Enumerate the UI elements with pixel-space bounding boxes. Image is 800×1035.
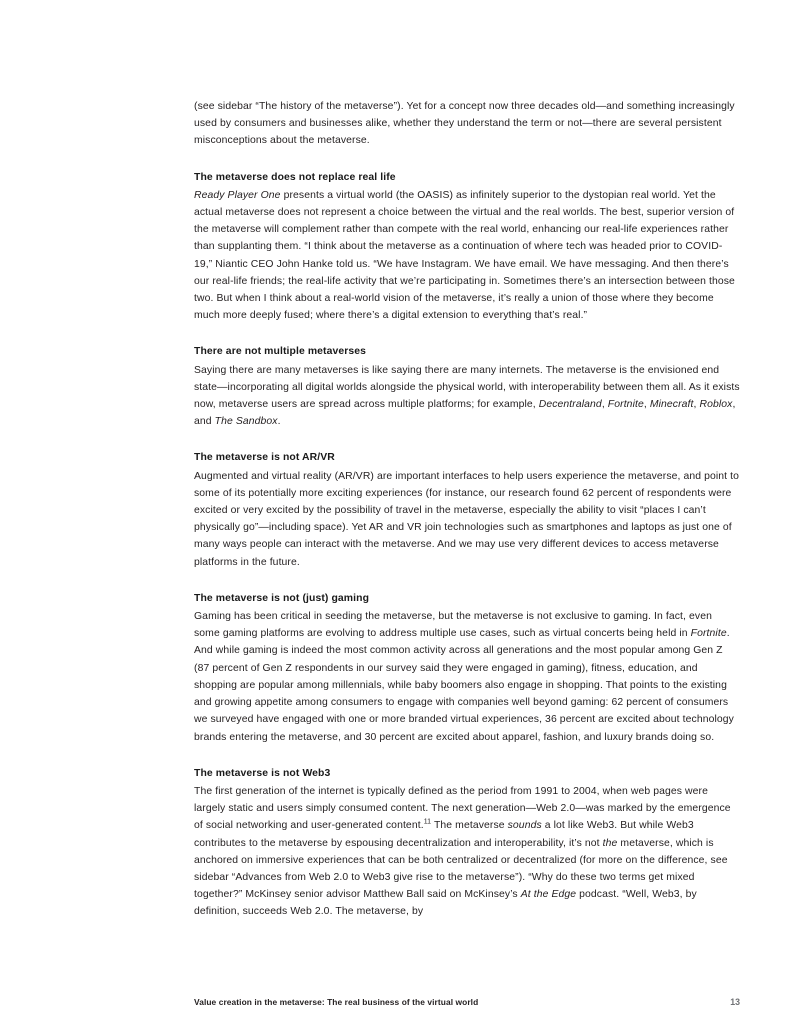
italic-emphasis-sounds: sounds [507,820,542,832]
text-separator: , [601,399,608,411]
paragraph-text-run: presents a virtual world (the OASIS) as infinitely superior to the dystopian real world. Yet the actual metaverse does not represent a choice between the virtual and the real worlds. The best, superior version of the metaverse will complement rather than compete with the real world, enhancing our real-life experiences rather than supplanting them. “I think about the metaverse as a continuation of where tech was headed prior to COVID-19,” Niantic CEO John Hanke told us. “We have Instagram. We have email. We have messaging. And then there’s our real-life friends; the real-life activity that we’re participating in. Sometimes there’s an intersection between those two. But when I think about a real-world vision of the metaverse, it’s really a union of those where they become much more deeply fused; where there’s a digital extension to everything that’s real.” [194,189,735,322]
paragraph-text-run: The first generation of the internet is typically defined as the period from 1991 to 2004, when web pages were largely static and users simply consumed content. The next generation—Web 2.0—was marked by the emergence of social networking and user-generated content. [194,785,731,832]
paragraph-not-just-gaming [194,608,740,746]
footer-document-title: Value creation in the metaverse: The real business of the virtual world [194,997,479,1007]
paragraph-text-run: metaverse, which is anchored on immersive experiences that can be both centralized or decentralized (for more on the difference, see sidebar “Advances from Web 2.0 to Web3 give rise to the metaverse”). “Why do these two terms get mixed together?” McKinsey senior advisor Matthew Ball said on McKinsey’s [194,837,728,901]
paragraph-text-run: a lot like Web3. But while Web3 contributes to the metaverse by espousing decentralization and interoperability, it’s not [194,820,694,849]
paragraph-intro-continuation: (see sidebar “The history of the metaverse”). Yet for a concept now three decades old—and something increasingly used by consumers and businesses alike, whether they understand the term or not—there are several persistent misconceptions about the metaverse. [194,101,735,147]
text-separator: , [643,399,650,411]
text-period: . [277,416,281,428]
italic-platform-fortnite: Fortnite [690,628,727,640]
page-content [194,98,740,921]
footer-page-number: 13 [730,997,740,1007]
italic-platform-roblox: Roblox [699,399,733,411]
italic-platform-minecraft: Minecraft [649,399,694,411]
section-heading-not-multiple-metaverses: There are not multiple metaverses [194,346,367,358]
footnote-reference: 11 [423,818,432,826]
paragraph-text-run: . And while gaming is indeed the most common activity across all generations and the most popular among Gen Z (87 percent of Gen Z respondents in our survey said they were engaged in gaming), fitness, education, and shopping are popular among millennials, while baby boomers also engage in shopping. That points to the existing and growing appetite among consumers to engage with companies well beyond gaming: 62 percent of consumers we surveyed have engaged with one or more branded virtual experiences, 36 percent are excited about technology brands entering the metaverse, and 30 percent are excited about apparel, fashion, and luxury brands doing so. [194,628,734,743]
italic-podcast-at-the-edge: At the Edge [520,889,577,901]
section-heading-not-just-gaming: The metaverse is not (just) gaming [194,592,370,604]
section-heading-not-web3: The metaverse is not Web3 [194,767,331,779]
section-not-multiple-metaverses [194,343,740,430]
paragraph-not-web3 [194,783,740,921]
italic-platform-the-sandbox: The Sandbox [214,416,278,428]
section-heading-not-ar-vr: The metaverse is not AR/VR [194,452,335,464]
paragraph-text-run: podcast. “Well, Web3, by definition, succeeds Web 2.0. The metaverse, by [194,889,697,918]
paragraph-not-ar-vr: Augmented and virtual reality (AR/VR) are important interfaces to help users experience the metaverse, and point to some of its potentially more exciting experiences (for instance, our research found 62 percent of respondents were excited or very excited by the possibility of travel in the metaverse, especially the ability to visit “places I can’t physically go”—including space). Yet AR and VR join technologies such as smartphones and laptops as just one of many ways people can interact with the metaverse. And we may use very different devices to access metaverse platforms in the future. [194,470,740,568]
italic-platform-decentraland: Decentraland [538,399,602,411]
text-separator: , [693,399,700,411]
section-not-ar-vr [194,449,740,570]
italic-title-ready-player-one: Ready Player One [194,189,281,201]
section-heading-not-replace-real-life: The metaverse does not replace real life [194,171,396,183]
paragraph-not-multiple-metaverses [194,362,740,431]
page-footer [194,997,740,1007]
italic-emphasis-the: the [602,837,618,849]
paragraph-text-run: Saying there are many metaverses is like saying there are many internets. The metaverse is the envisioned end state—incorporating all digital worlds alongside the physical world, with interoperability between them all. As it exists now, metaverse users are spread across multiple platforms; for example, [194,364,740,411]
section-not-just-gaming [194,590,740,746]
paragraph-text-run: Gaming has been critical in seeding the metaverse, but the metaverse is not exclusive to gaming. In fact, even some gaming platforms are evolving to address multiple use cases, such as virtual concerts being held in [194,611,712,640]
italic-platform-fortnite: Fortnite [607,399,644,411]
paragraph-block-intro [194,98,740,150]
text-separator: , and [194,399,736,428]
paragraph-not-replace-real-life [194,187,740,325]
paragraph-text-run: The metaverse [431,820,508,832]
section-not-web3 [194,765,740,921]
section-not-replace-real-life [194,169,740,325]
